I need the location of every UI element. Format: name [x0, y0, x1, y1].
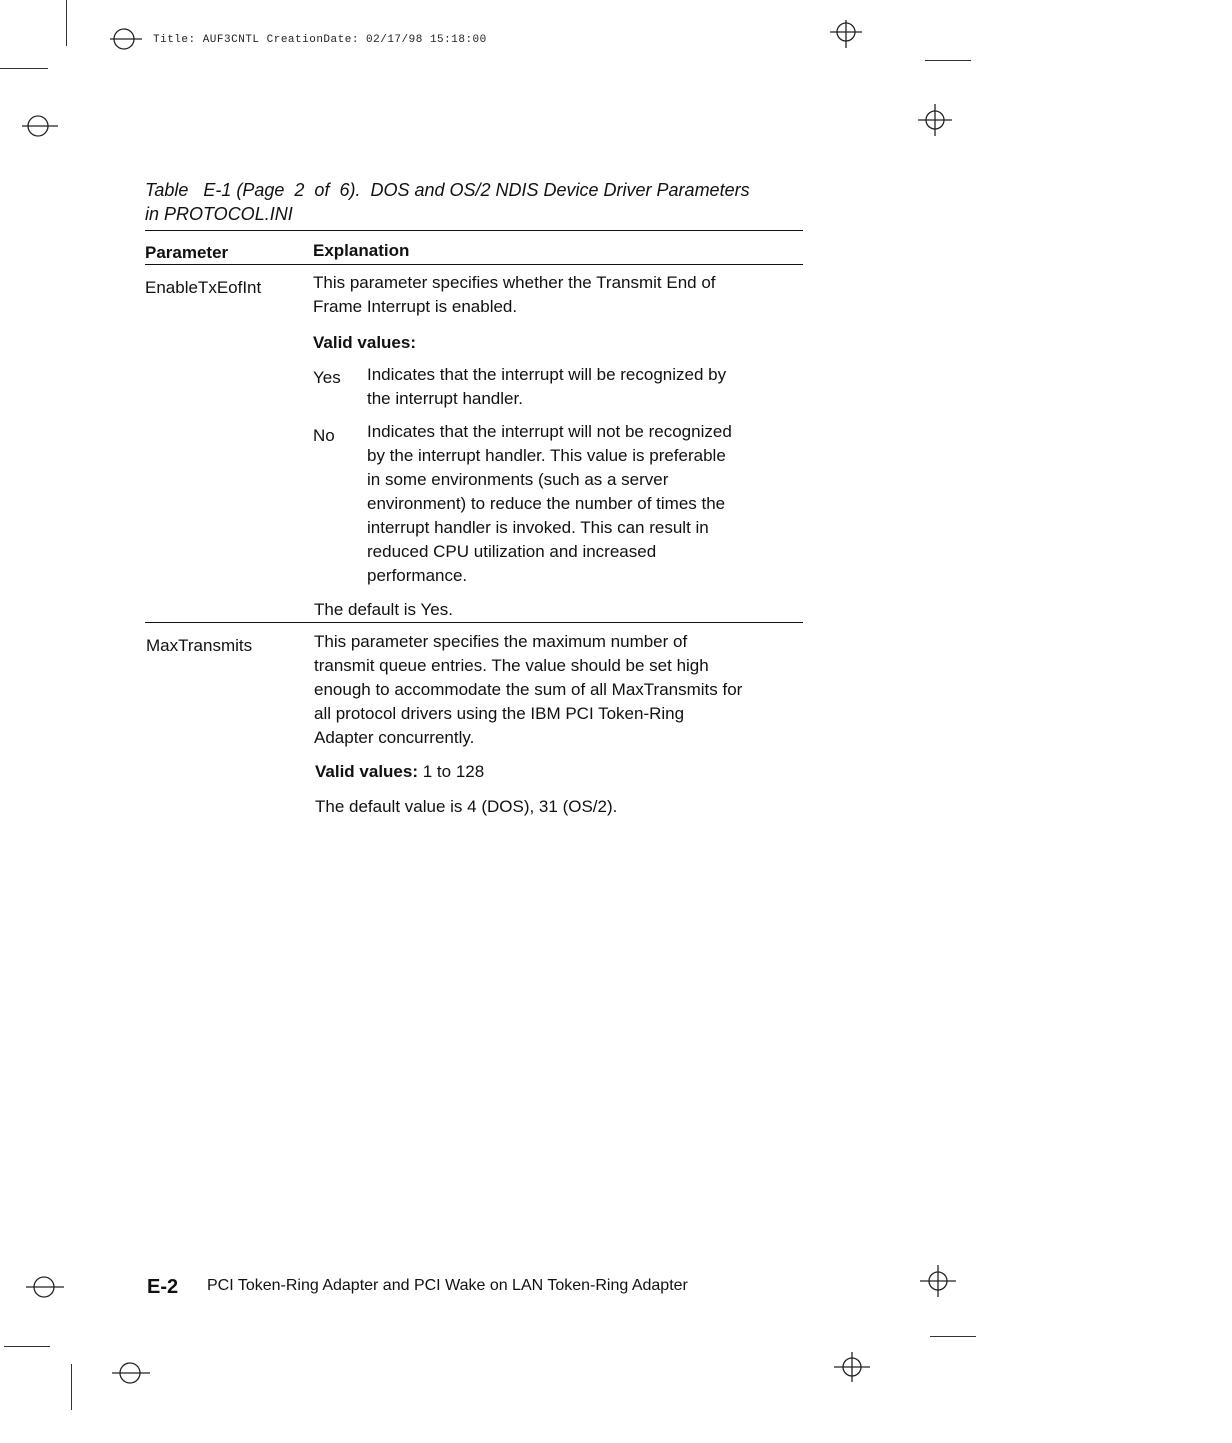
page-id: E-2 — [147, 1276, 179, 1298]
crop-mark-line — [66, 0, 67, 46]
value-description — [367, 363, 797, 411]
row-rule — [145, 622, 803, 623]
valid-values-label: Valid values: — [313, 333, 416, 352]
value-line: reduced CPU utilization and increased — [367, 542, 657, 561]
crop-mark-line — [0, 68, 48, 69]
footer-title: PCI Token-Ring Adapter and PCI Wake on LAN Token-Ring Adapter — [207, 1277, 688, 1294]
default-note: The default is Yes. — [314, 600, 453, 619]
value-key: Yes — [313, 368, 341, 387]
description-line: This parameter specifies whether the Transmit End of — [313, 273, 716, 292]
value-description — [367, 420, 797, 588]
registration-mark-icon — [834, 1350, 870, 1384]
registration-mark-icon — [920, 1263, 956, 1299]
value-line: Indicates that the interrupt will be recognized by — [367, 365, 727, 384]
table-caption — [145, 178, 805, 226]
description-line: This parameter specifies the maximum number of — [314, 632, 688, 651]
row-description — [314, 630, 806, 750]
value-line: the interrupt handler. — [367, 389, 523, 408]
value-line: performance. — [367, 566, 468, 585]
valid-values-label: Valid values: — [315, 762, 418, 781]
value-line: in some environments (such as a server — [367, 470, 669, 489]
print-header: Title: AUF3CNTL CreationDate: 02/17/98 15:18:00 — [153, 34, 487, 46]
registration-mark-icon — [26, 1274, 64, 1300]
description-line: all protocol drivers using the IBM PCI Token-Ring — [314, 704, 685, 723]
registration-mark-icon — [918, 102, 952, 138]
valid-values — [315, 760, 484, 784]
description-line: enough to accommodate the sum of all MaxTransmits for — [314, 680, 743, 699]
row-description — [313, 271, 803, 319]
registration-mark-icon — [830, 18, 862, 50]
caption-line: in PROTOCOL.INI — [145, 204, 293, 224]
caption-line: Table E-1 (Page 2 of 6). DOS and OS/2 NDIS Device Driver Parameters — [145, 180, 750, 200]
valid-values-range: 1 to 128 — [422, 762, 485, 781]
crop-mark-line — [71, 1364, 72, 1410]
registration-mark-icon — [110, 26, 142, 52]
value-line: by the interrupt handler. This value is preferable — [367, 446, 726, 465]
registration-mark-icon — [22, 113, 58, 139]
header-rule — [145, 264, 803, 265]
value-line: Indicates that the interrupt will not be recognized — [367, 422, 732, 441]
crop-mark-line — [4, 1346, 50, 1347]
crop-mark-line — [930, 1336, 976, 1337]
table-top-rule — [145, 230, 803, 231]
crop-mark-line — [925, 60, 971, 61]
value-key: No — [313, 426, 335, 445]
header-parameter: Parameter — [145, 243, 229, 262]
row-parameter: MaxTransmits — [146, 636, 253, 655]
description-line: Adapter concurrently. — [314, 728, 475, 747]
value-line: environment) to reduce the number of times the — [367, 494, 726, 513]
description-line: transmit queue entries. The value should be set high — [314, 656, 709, 675]
header-explanation: Explanation — [313, 241, 410, 260]
value-line: interrupt handler is invoked. This can result in — [367, 518, 709, 537]
row-parameter: EnableTxEofInt — [145, 278, 262, 297]
description-line: Frame Interrupt is enabled. — [313, 297, 518, 316]
registration-mark-icon — [112, 1360, 150, 1386]
default-note: The default value is 4 (DOS), 31 (OS/2). — [315, 797, 618, 816]
